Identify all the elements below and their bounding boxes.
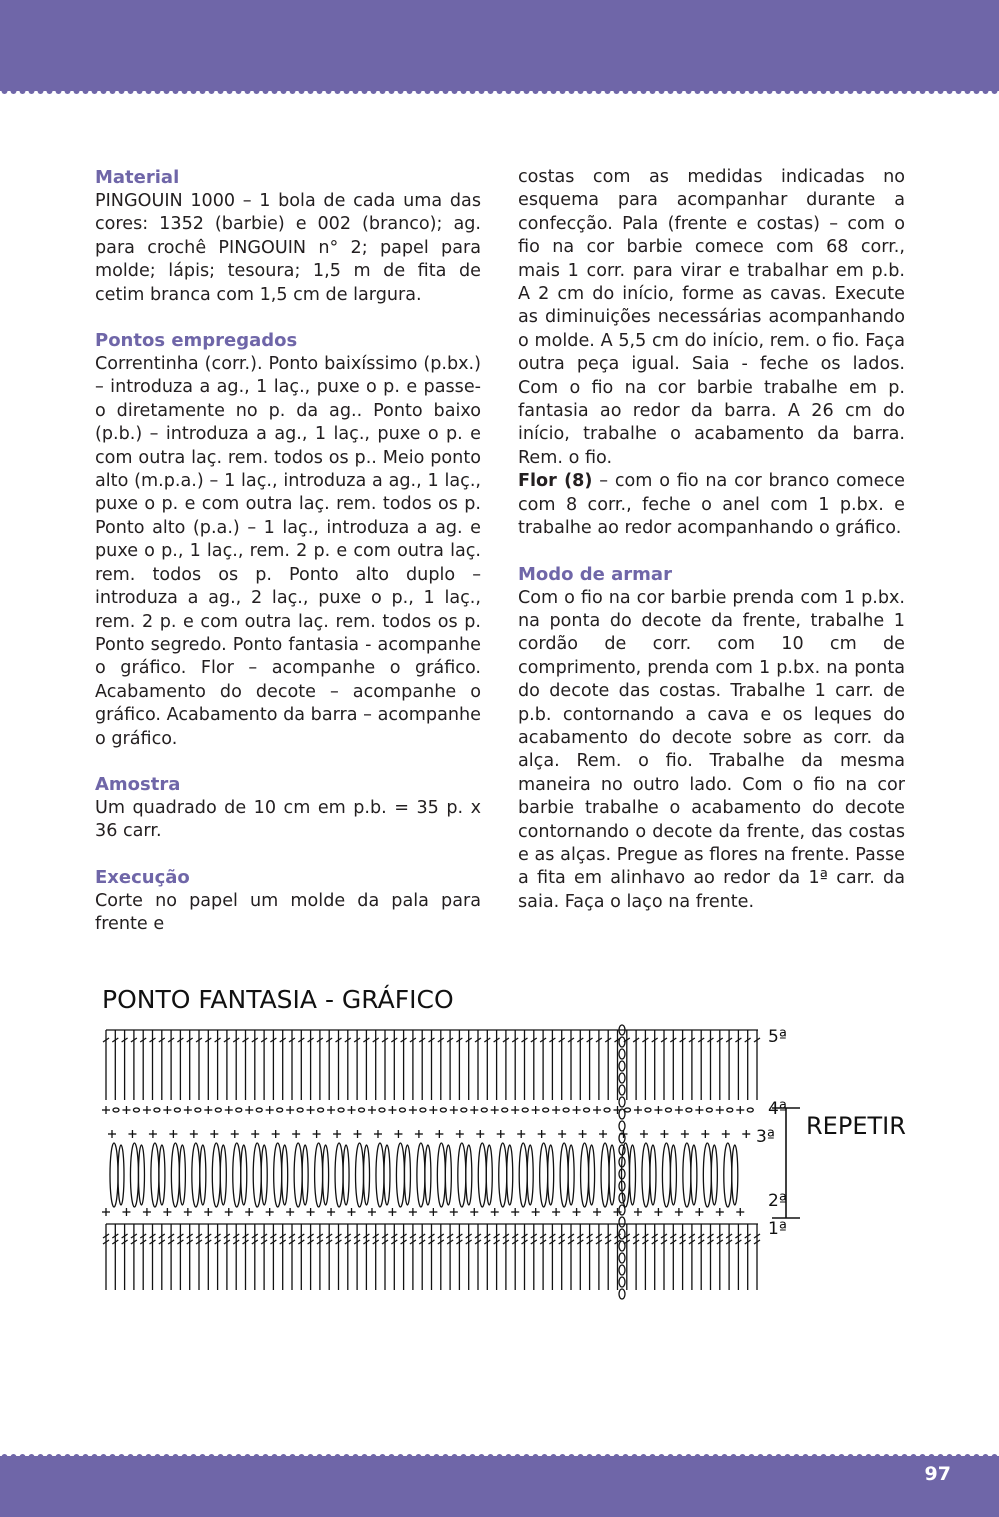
- page-number: 97: [924, 1463, 951, 1485]
- amostra-heading: Amostra: [95, 773, 181, 795]
- row-label-5: 5ª: [768, 1027, 787, 1047]
- pontos-text: Correntinha (corr.). Ponto baixíssimo (p.bx.) – introduza a ag., 1 laç., puxe o p. e passe-o diretamente no p. da ag.. Ponto baixo (p.b.) – introduza a ag., 1 laç., puxe o p. e com outra laç. rem. todos os p.. Meio ponto alto (m.p.a.) – 1 laç., introduza a ag., 1 laç., puxe o p. e com outra laç. rem. todos os p. Ponto alto (p.a.) – 1 laç., introduza a ag. e puxe o p., 1 laç., rem. 2 p. e com outra laç. rem. todos os p. Ponto alto duplo – introduza a ag., 2 laç., puxe o p., 1 laç., rem. 2 p. e com outra laç. rem. todos os p. Ponto segredo. Ponto fantasia - acompanhe o gráfico. Flor – acompanhe o gráfico. Acabamento do decote – acompanhe o gráfico. Acabamento da barra – acompanhe o gráfico.: [95, 354, 481, 749]
- repeat-label-right: REPETIR: [806, 1112, 906, 1140]
- execucao-text: Corte no papel um molde da pala para frente e: [95, 890, 481, 935]
- row-label-3: 3ª: [756, 1127, 775, 1147]
- repeat-brackets: [430, 1108, 800, 1370]
- top-decorative-band: [0, 0, 999, 90]
- chart-title: PONTO FANTASIA - GRÁFICO: [102, 985, 454, 1014]
- scalloped-edge-bottom: [0, 1448, 999, 1460]
- pontos-heading: Pontos empregados: [95, 330, 298, 352]
- material-text: PINGOUIN 1000 – 1 bola de cada uma das cores: 1352 (barbie) e 002 (branco); ag. para crochê PINGOUIN n° 2; papel para molde; lápis; tesoura; 1,5 m de fita de cetim branca com 1,5 cm de largura.: [95, 191, 481, 305]
- flor-label: Flor (8): [518, 471, 593, 492]
- execucao-continued-text: costas com as medidas indicadas no esquema para acompanhar durante a confecção. Pala (frente e costas) – com o fio na cor barbie comece com 68 corr., mais 1 corr. para virar e trabalhar em p.b. A 2 cm do início, forme as cavas. Execute as diminuições necessárias acompanhando o molde. A 5,5 cm do início, rem. o fio. Faça outra peça igual. Saia - feche os lados. Com o fio na cor barbie trabalhe em p. fantasia ao redor da barra. A 26 cm do início, trabalhe o acabamento da barra. Rem. o fio.: [518, 167, 905, 468]
- chart-stitch-symbols: [102, 1025, 760, 1299]
- row-label-2: 2ª: [768, 1191, 787, 1211]
- row-label-1: 1ª: [768, 1219, 787, 1239]
- right-text-column: [518, 166, 905, 914]
- flor-paragraph: [518, 470, 905, 540]
- chart-diagram: [96, 980, 936, 1370]
- bottom-decorative-band: [0, 1456, 999, 1517]
- material-heading: Material: [95, 167, 180, 188]
- left-text-column: [95, 166, 481, 937]
- execucao-heading: Execução: [95, 866, 190, 888]
- modo-text: Com o fio na cor barbie prenda com 1 p.bx. na ponta do decote da frente, trabalhe 1 cordão de corr. com 10 cm de comprimento, prenda com 1 p.bx. na ponta do decote das costas. Trabalhe 1 carr. de p.b. contornando a cava e os leques do acabamento do decote sobre as corr. da alça. Rem. o fio. Trabalhe da mesma maneira no outro lado. Com o fio na cor barbie trabalhe o acabamento do decote contornando o decote da frente, das costas e as alças. Pregue as flores na frente. Passe a fita em alinhavo ao redor da 1ª carr. da saia. Faça o laço na frente.: [518, 587, 905, 912]
- crochet-chart: [96, 980, 936, 1370]
- row-label-4: 4ª: [768, 1099, 787, 1119]
- flor-text: – com o fio na cor branco comece com 8 corr., feche o anel com 1 p.bx. e trabalhe ao redor acompanhando o gráfico.: [518, 471, 906, 539]
- modo-heading: Modo de armar: [518, 563, 672, 585]
- amostra-text: Um quadrado de 10 cm em p.b. = 35 p. x 36 carr.: [95, 797, 481, 842]
- scalloped-edge-top: [0, 88, 999, 100]
